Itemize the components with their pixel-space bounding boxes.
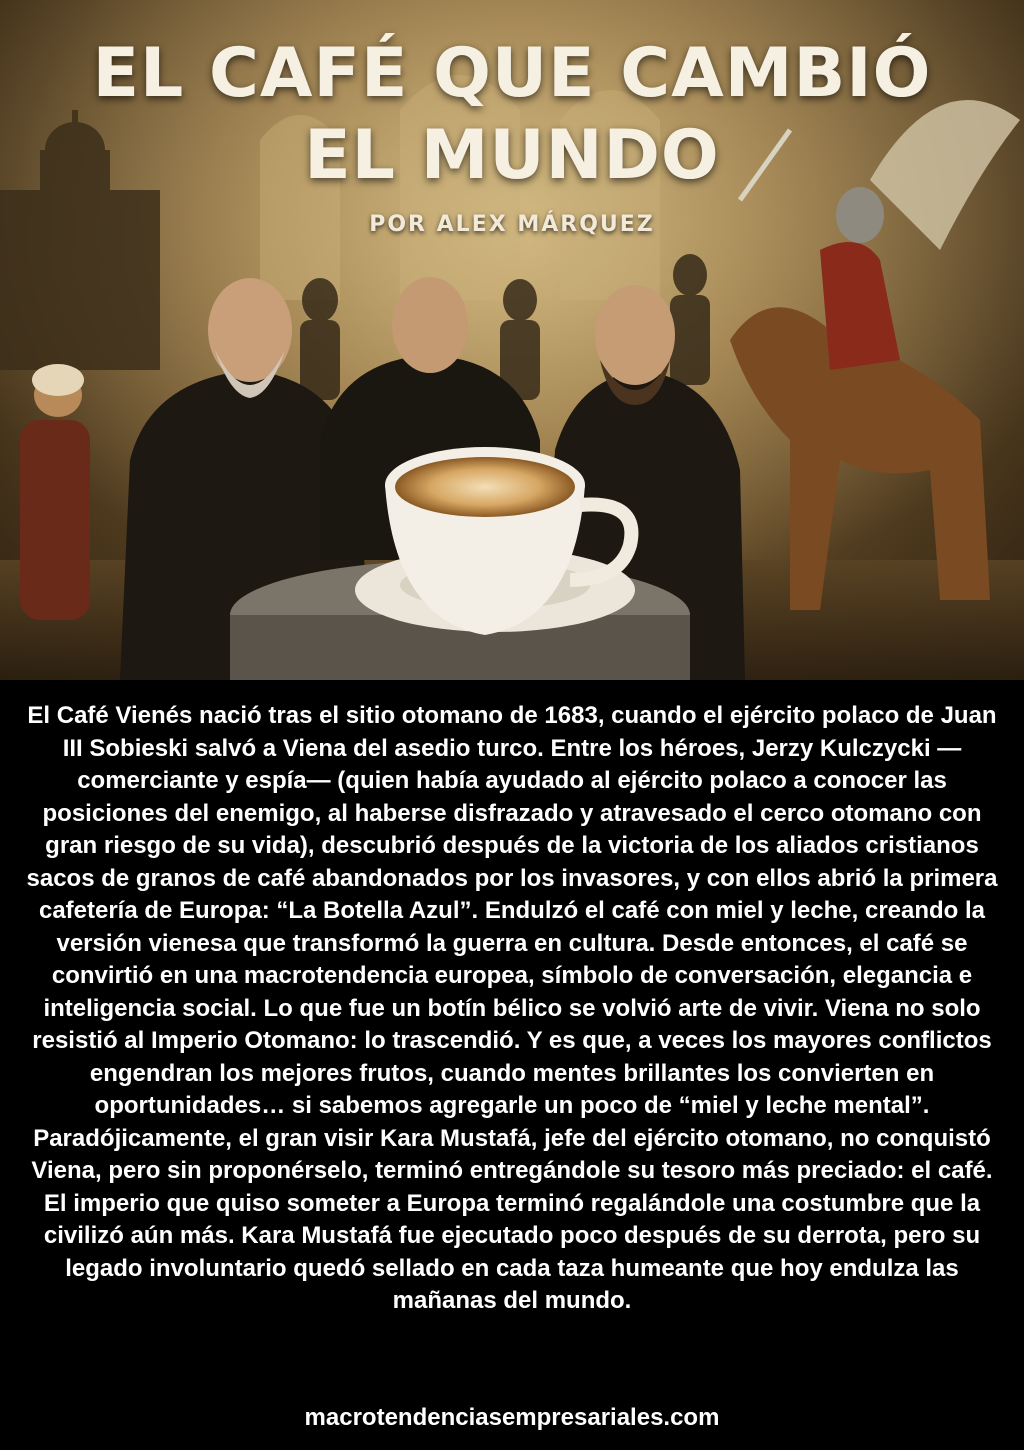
article-body: El Café Vienés nació tras el sitio otomano de 1683, cuando el ejército polaco de Juan III Sobieski salvó a Viena del asedio turco. Entre los héroes, Jerzy Kulczycki —comerciante y espía— (quien había ayudado al ejército polaco a conocer las posiciones del enemigo, al haberse disfrazado y atravesado el cerco otomano con gran riesgo de su vida), descubrió después de la victoria de los aliados cristianos sacos de granos de café abandonados por los invasores, y con ellos abrió la primera cafetería de Europa: “La Botella Azul”. Endulzó el café con miel y leche, creando la versión vienesa que transformó la guerra en cultura. Desde entonces, el café se convirtió en una macrotendencia europea, símbolo de conversación, elegancia e inteligencia social. Lo que fue un botín bélico se volvió arte de vivir. Viena no solo resistió al Imperio Otomano: lo trascendió. Y es que, a veces los mayores conflictos engendran los mejores frutos, cuando mentes brillantes los convierten en oportunidades… si sabemos agregarle un poco de “miel y leche mental”. Paradójicamente, el gran visir Kara Mustafá, jefe del ejército otomano, no conquistó Viena, pero sin proponérselo, terminó entregándole su tesoro más preciado: el café. El imperio que quiso someter a Europa terminó regalándole una costumbre que la civilizó aún más. Kara Mustafá fue ejecutado poco después de su derrota, pero su legado involuntario quedó sellado en cada taza humeante que hoy endulza las mañanas del mundo. (26, 702, 998, 1314)
author-byline: POR ALEX MÁRQUEZ (369, 212, 655, 237)
hero-illustration (0, 0, 1024, 680)
title-line-1: EL CAFÉ QUE CAMBIÓ (92, 34, 932, 113)
title-line-2: EL MUNDO (304, 116, 720, 195)
website-footer: macrotendenciasempresariales.com (304, 1404, 720, 1431)
